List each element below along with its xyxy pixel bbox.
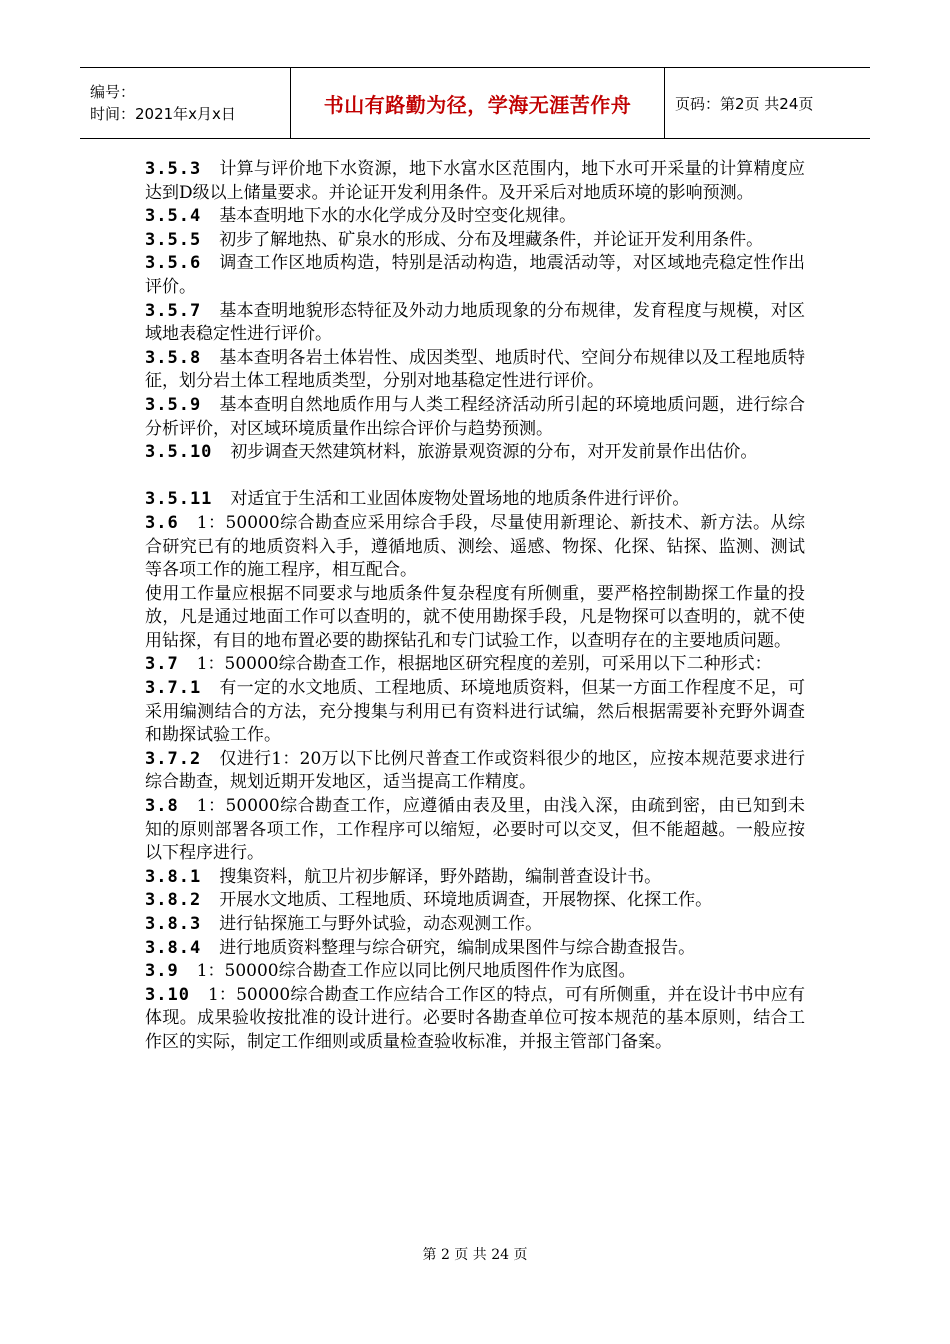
clause-number: 3.5.10 [145, 442, 213, 463]
clause-paragraph [145, 984, 805, 1055]
clause-number: 3.8.1 [145, 866, 202, 887]
header-page-number: 页码：第2页 共24页 [675, 94, 814, 113]
clause-paragraph [145, 441, 805, 465]
clause-text: 搜集资料，航卫片初步解译，野外踏勘，编制普查设计书。 [219, 866, 662, 887]
clause-text: 进行钻探施工与野外试验，动态观测工作。 [219, 914, 543, 934]
clause-paragraph [145, 583, 805, 654]
clause-number: 3.8.4 [145, 937, 202, 958]
clause-number: 3.5.8 [145, 347, 202, 368]
clause-number: 3.7.1 [145, 678, 202, 699]
clause-number: 3.7.2 [145, 748, 202, 769]
clause-text: 基本查明地下水的水化学成分及时空变化规律。 [219, 206, 577, 227]
clause-text: 1：50000综合勘查工作应结合工作区的特点，可有所侧重，并在设计书中应有体现。成果验收按批准的设计进行。必要时各勘查单位可按本规范的基本原则，结合工作区的实际，制定工作细则或质量检查验收标准，并报主管部门备案。 [145, 984, 805, 1052]
clause-number: 3.6 [145, 512, 179, 533]
page-header [80, 67, 870, 139]
clause-paragraph [145, 795, 805, 866]
clause-paragraph [145, 158, 805, 205]
clause-paragraph [145, 394, 805, 441]
clause-number: 3.5.5 [145, 229, 202, 250]
clause-text: 初步了解地热、矿泉水的形成、分布及埋藏条件，并论证开发利用条件。 [219, 229, 764, 250]
clause-paragraph [145, 512, 805, 583]
clause-number: 3.8.2 [145, 890, 202, 911]
document-body [145, 158, 805, 1055]
header-motto-cell [290, 68, 665, 138]
header-meta [80, 68, 290, 138]
clause-paragraph [145, 488, 805, 512]
clause-number: 3.10 [145, 984, 190, 1005]
clause-text: 基本查明各岩土体岩性、成因类型、地质时代、空间分布规律以及工程地质特征，划分岩土体工程地质类型，分别对地基稳定性进行评价。 [145, 347, 805, 392]
clause-number: 3.5.7 [145, 300, 202, 321]
clause-text: 使用工作量应根据不同要求与地质条件复杂程度有所侧重，要严格控制勘探工作量的投放，凡是通过地面工作可以查明的，就不使用勘探手段，凡是物探可以查明的，就不使用钻探，有目的地布置必要的勘探钻孔和专门试验工作，以查明存在的主要地质问题。 [145, 583, 805, 651]
clause-paragraph [145, 677, 805, 748]
clause-paragraph [145, 229, 805, 253]
clause-paragraph [145, 252, 805, 299]
clause-number: 3.8 [145, 796, 179, 817]
clause-text: 1：50000综合勘查应采用综合手段，尽量使用新理论、新技术、新方法。从综合研究已有的地质资料入手，遵循地质、测绘、遥感、物探、化探、钻探、监测、测试等各项工作的施工程序，相互配合。 [145, 512, 805, 581]
clause-text: 基本查明地貌形态特征及外动力地质现象的分布规律，发育程度与规模，对区域地表稳定性进行评价。 [145, 300, 805, 345]
clause-paragraph [145, 748, 805, 795]
document-number-label: 编号： [90, 83, 136, 101]
clause-text: 初步调查天然建筑材料，旅游景观资源的分布，对开发前景作出估价。 [230, 442, 758, 463]
clause-text: 1：50000综合勘查工作应以同比例尺地质图件作为底图。 [196, 961, 636, 982]
clause-number: 3.5.4 [145, 206, 202, 227]
clause-text: 有一定的水文地质、工程地质、环境地质资料，但某一方面工作程度不足，可采用编测结合的方法，充分搜集与利用已有资料进行试编，然后根据需要补充野外调查和勘探试验工作。 [145, 678, 805, 746]
clause-text: 对适宜于生活和工业固体废物处置场地的地质条件进行评价。 [230, 489, 690, 510]
clause-paragraph [145, 205, 805, 229]
clause-paragraph [145, 937, 805, 961]
clause-number: 3.5.3 [145, 159, 202, 179]
clause-number: 3.9 [145, 961, 179, 982]
clause-text: 进行地质资料整理与综合研究，编制成果图件与综合勘查报告。 [219, 937, 696, 958]
clause-paragraph [145, 347, 805, 394]
page-footer: 第 2 页 共 24 页 [422, 1247, 528, 1263]
clause-number: 3.7 [145, 654, 179, 675]
clause-number: 3.5.9 [145, 394, 202, 415]
clause-text: 调查工作区地质构造，特别是活动构造，地震活动等，对区域地壳稳定性作出评价。 [145, 253, 805, 297]
clause-number: 3.8.3 [145, 914, 202, 934]
clause-paragraph [145, 300, 805, 347]
clause-text: 仅进行1：20万以下比例尺普查工作或资料很少的地区，应按本规范要求进行综合勘查，规划近期开发地区，适当提高工作精度。 [145, 748, 805, 793]
clause-text: 基本查明自然地质作用与人类工程经济活动所引起的环境地质问题，进行综合分析评价，对区域环境质量作出综合评价与趋势预测。 [145, 394, 805, 439]
clause-text: 开展水文地质、工程地质、环境地质调查，开展物探、化探工作。 [219, 890, 713, 911]
clause-text: 1：50000综合勘查工作，根据地区研究程度的差别，可采用以下二种形式： [196, 654, 772, 675]
clause-paragraph [145, 889, 805, 913]
clause-number: 3.5.6 [145, 253, 202, 274]
clause-text: 1：50000综合勘查工作，应遵循由表及里，由浅入深，由疏到密，由已知到未知的原则部署各项工作，工作程序可以缩短，必要时可以交叉，但不能超越。一般应按以下程序进行。 [145, 796, 805, 864]
document-time-label: 时间：2021年x月x日 [90, 105, 236, 123]
clause-paragraph [145, 913, 805, 937]
clause-paragraph [145, 653, 805, 677]
clause-paragraph [145, 866, 805, 890]
header-page-cell [665, 68, 870, 138]
blank-line [145, 465, 805, 489]
clause-text: 计算与评价地下水资源，地下水富水区范围内，地下水可开采量的计算精度应达到D级以上储量要求。并论证开发利用条件。及开采后对地质环境的影响预测。 [145, 159, 805, 203]
header-motto: 书山有路勤为径，学海无涯苦作舟 [323, 92, 632, 117]
clause-paragraph [145, 960, 805, 984]
clause-number: 3.5.11 [145, 489, 213, 510]
